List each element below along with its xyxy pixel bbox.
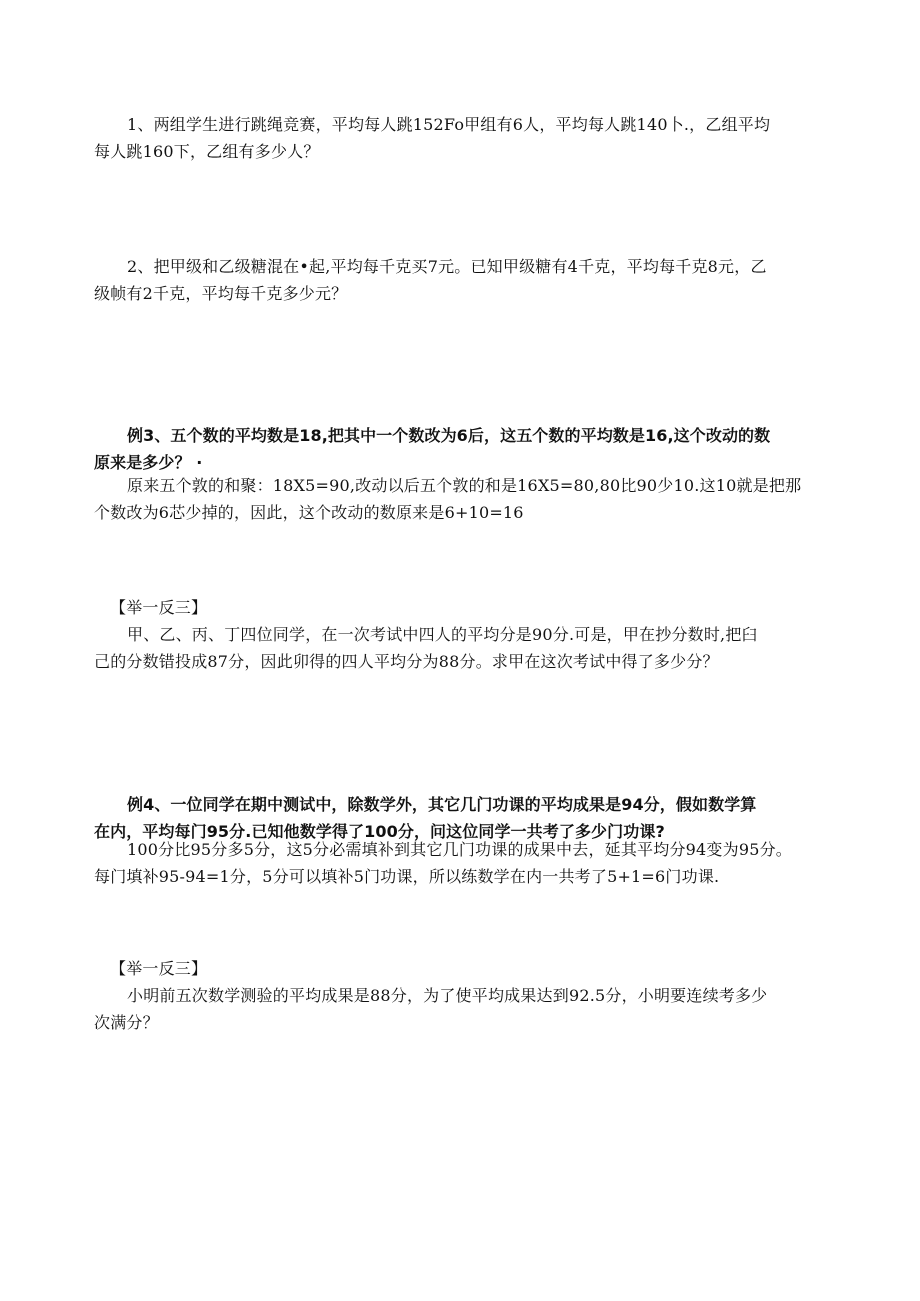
practice-2-header: 【举一反三】 bbox=[110, 959, 208, 978]
example-3-solution-line-2: 个数改为6芯少掉的，因此，这个改动的数原来是6+10=16 bbox=[94, 503, 524, 522]
practice-1-line-1: 甲、乙、丙、丁四位同学，在一次考试中四人的平均分是90分.可是，甲在抄分数时,把臼 bbox=[127, 625, 758, 644]
question-2 bbox=[94, 253, 840, 307]
question-1 bbox=[94, 111, 840, 165]
example-3-solution-line-1: 原来五个敦的和聚：18X5=90,改动以后五个敦的和是16X5=80,80比90少10.这10就是把那 bbox=[127, 476, 802, 495]
example-3-solution bbox=[94, 472, 840, 526]
example-3-line-1: 例3、五个数的平均数是18,把其中一个数改为6后，这五个数的平均数是16,这个改动的数 bbox=[127, 426, 771, 445]
practice-2 bbox=[94, 955, 840, 1036]
question-1-line-2: 每人跳160下，乙组有多少人？ bbox=[94, 142, 320, 161]
example-4-solution bbox=[94, 836, 840, 890]
practice-2-line-2: 次满分？ bbox=[94, 1013, 159, 1032]
example-3-problem bbox=[94, 422, 840, 476]
practice-1 bbox=[94, 594, 840, 675]
practice-1-line-2: 己的分数错投成87分，因此卯得的四人平均分为88分。求甲在这次考试中得了多少分？ bbox=[94, 652, 719, 671]
example-4-solution-line-1: 100分比95分多5分，这5分必需填补到其它几门功课的成果中去，延其平均分94变为95分。 bbox=[127, 840, 792, 859]
question-2-line-2: 级帧有2千克，平均每千克多少元？ bbox=[94, 284, 348, 303]
practice-2-line-1: 小明前五次数学测验的平均成果是88分，为了使平均成果达到92.5分，小明要连续考多少 bbox=[127, 986, 768, 1005]
example-3-line-2: 原来是多少？ · bbox=[94, 453, 203, 472]
question-2-line-1: 2、把甲级和乙级糖混在•起,平均每千克买7元。已知甲级糖有4千克，平均每千克8元，乙 bbox=[127, 257, 767, 276]
practice-1-header: 【举一反三】 bbox=[110, 598, 208, 617]
question-1-line-1: 1、两组学生进行跳绳竞赛，平均每人跳152Fo甲组有6人，平均每人跳140卜.，乙组平均 bbox=[127, 115, 771, 134]
example-4-line-2: 在内，平均每门95分.已知他数学得了100分，问这位同学一共考了多少门功课? bbox=[94, 822, 665, 841]
example-4-line-1: 例4、一位同学在期中测试中，除数学外，其它几门功课的平均成果是94分，假如数学算 bbox=[127, 795, 757, 814]
example-4-solution-line-2: 每门填补95-94=1分，5分可以填补5门功课，所以练数学在内一共考了5+1=6门功课. bbox=[94, 867, 720, 886]
